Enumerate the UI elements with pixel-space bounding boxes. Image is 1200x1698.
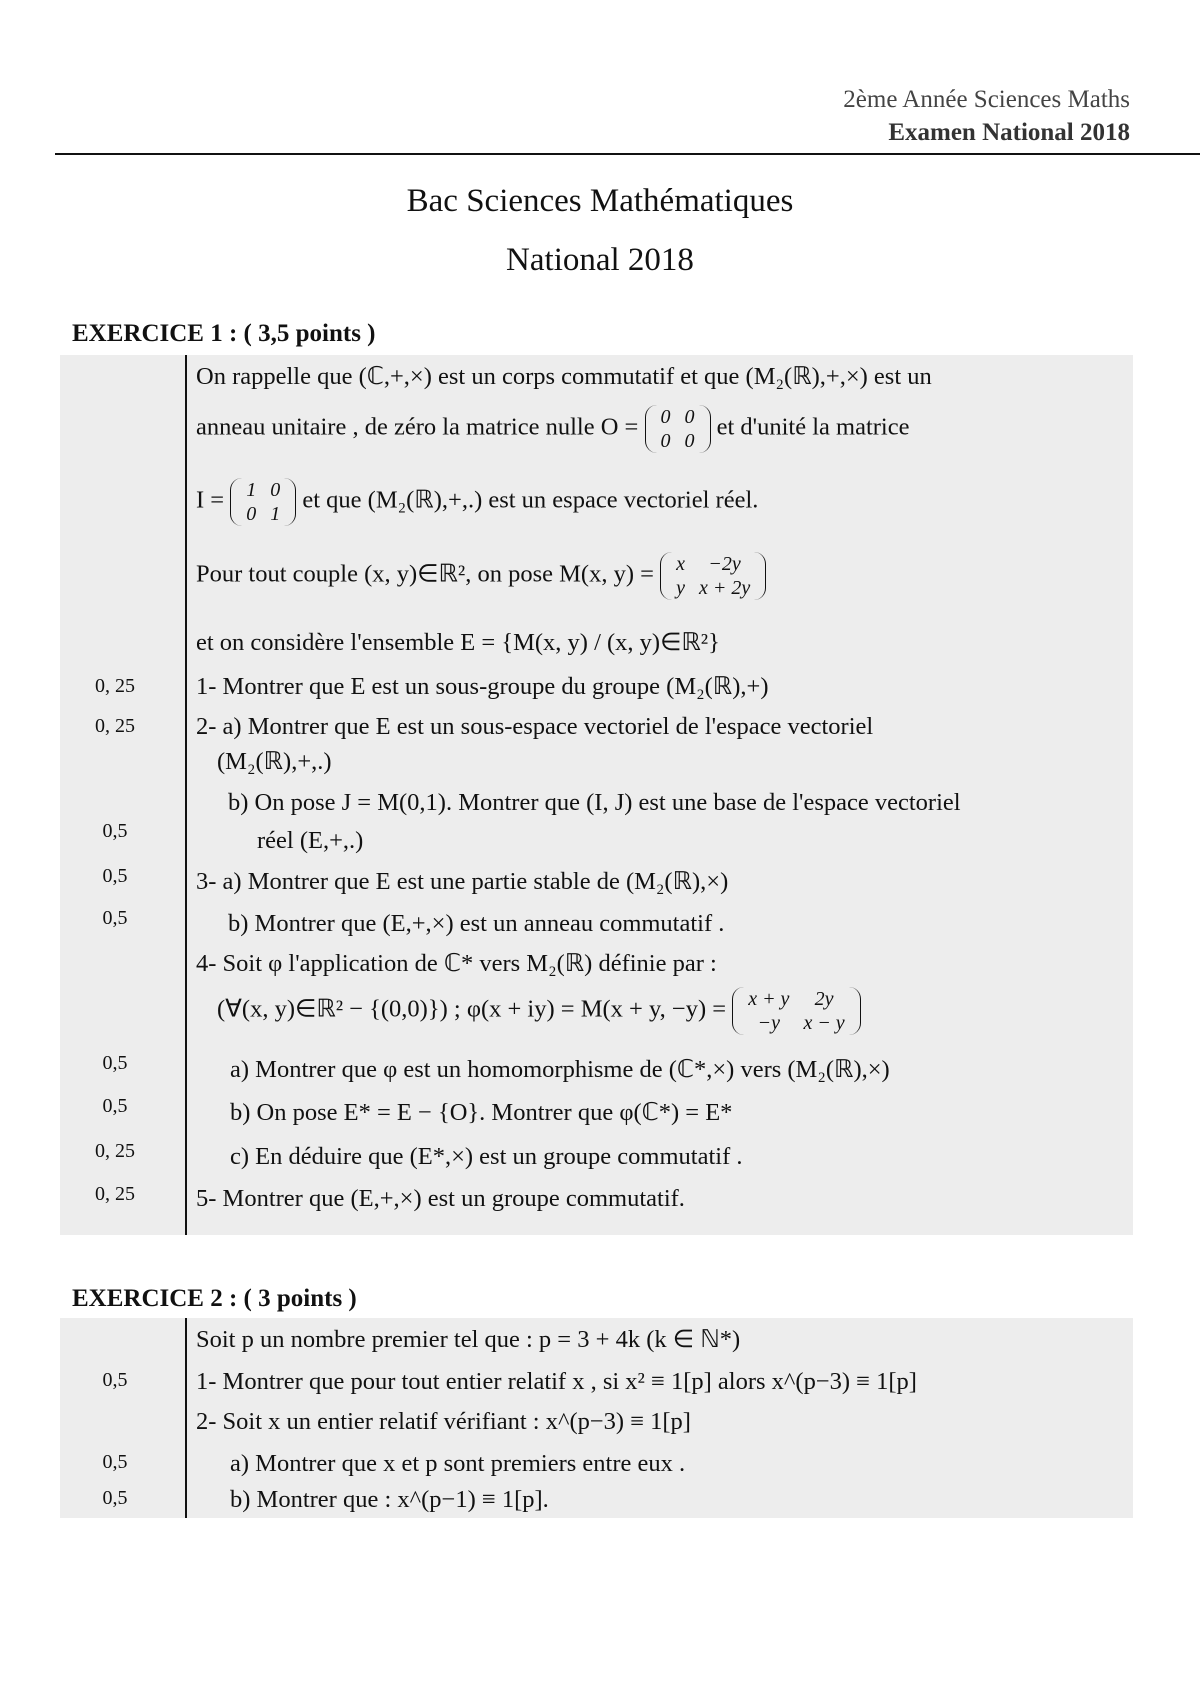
identity-matrix: 1 0 0 1 [230,478,296,526]
ex1-question-4a: a) Montrer que φ est un homomorphisme de (ℂ*,×) vers (M₂(ℝ),×) [230,1056,890,1083]
exercise-2-heading: EXERCICE 2 : ( 3 points ) [72,1285,357,1312]
ex1-question-2a: 2- a) Montrer que E est un sous-espace vectoriel de l'espace vectoriel [196,713,874,740]
ex1-line-identity-matrix [196,478,758,526]
exercise-1-heading: EXERCICE 1 : ( 3,5 points ) [72,320,376,347]
points-label: 0, 25 [95,715,135,737]
ex1-question-2b: b) On pose J = M(0,1). Montrer que (I, J) est une base de l'espace vectoriel [228,789,961,816]
points-label: 0, 25 [95,1183,135,1205]
zero-matrix: 0 0 0 0 [645,405,711,453]
ex1-phi-definition [217,987,861,1035]
header-exam: Examen National 2018 [888,119,1130,146]
ex2-question-2b: b) Montrer que : x^(p−1) ≡ 1[p]. [230,1486,549,1513]
ex1-question-3b: b) Montrer que (E,+,×) est un anneau commutatif . [228,910,725,937]
ex1-line-text: Pour tout couple (x, y)∈ℝ², on pose M(x, y) = [196,560,654,588]
ex1-line-text: anneau unitaire , de zéro la matrice nulle O = [196,413,639,441]
ex2-question-1: 1- Montrer que pour tout entier relatif x , si x² ≡ 1[p] alors x^(p−3) ≡ 1[p] [196,1368,917,1395]
points-label: 0,5 [102,865,128,887]
exercise-1-box [60,355,1133,1235]
ex2-question-2: 2- Soit x un entier relatif vérifiant : x^(p−3) ≡ 1[p] [196,1408,691,1435]
ex1-line-text: et que (M₂(ℝ),+,.) est un espace vectoriel réel. [302,486,759,514]
ex1-question-4: 4- Soit φ l'application de ℂ* vers M₂(ℝ) définie par : [196,950,717,977]
ex1-line: et on considère l'ensemble E = {M(x, y) / (x, y)∈ℝ²} [196,629,720,656]
points-column-divider [185,1318,187,1518]
ex2-question-2a: a) Montrer que x et p sont premiers entre eux . [230,1450,686,1477]
ex1-line-text: I = [196,486,225,514]
points-label: 0,5 [102,1451,128,1473]
points-label: 0, 25 [95,675,135,697]
points-label: 0,5 [102,1052,128,1074]
ex1-question-1: 1- Montrer que E est un sous-groupe du groupe (M₂(ℝ),+) [196,673,769,700]
ex1-line-zero-matrix [196,405,909,453]
exercise-2-box [60,1318,1133,1518]
points-label: 0, 25 [95,1140,135,1162]
ex1-question-3a: 3- a) Montrer que E est une partie stable de (M₂(ℝ),×) [196,868,729,895]
ex2-line: Soit p un nombre premier tel que : p = 3 + 4k (k ∈ ℕ*) [196,1326,741,1353]
ex1-question-5: 5- Montrer que (E,+,×) est un groupe commutatif. [196,1185,685,1212]
matrix-M: x −2y y x + 2y [660,552,766,600]
ex1-line: On rappelle que (ℂ,+,×) est un corps commutatif et que (M₂(ℝ),+,×) est un [196,363,932,390]
header-divider [55,153,1200,155]
matrix-phi: x + y 2y −y x − y [732,987,861,1035]
points-label: 0,5 [102,1095,128,1117]
page-subtitle: National 2018 [506,242,694,278]
points-column-divider [185,355,187,1235]
ex1-line-text: et d'unité la matrice [716,413,910,441]
ex1-question-4b: b) On pose E* = E − {O}. Montrer que φ(ℂ*) = E* [230,1099,733,1126]
ex1-line-text: (∀(x, y)∈ℝ² − {(0,0)}) ; φ(x + iy) = M(x + y, −y) = [217,995,727,1023]
points-label: 0,5 [102,907,128,929]
ex1-line-matrix-M [196,552,766,600]
points-label: 0,5 [102,1487,128,1509]
points-label: 0,5 [102,820,128,842]
page-title: Bac Sciences Mathématiques [406,183,794,219]
ex1-question-4c: c) En déduire que (E*,×) est un groupe commutatif . [230,1143,743,1170]
ex1-question-2a-cont: (M₂(ℝ),+,.) [217,748,332,775]
ex1-question-2b-cont: réel (E,+,.) [257,827,364,854]
points-label: 0,5 [102,1369,128,1391]
header-level: 2ème Année Sciences Maths [843,86,1130,113]
